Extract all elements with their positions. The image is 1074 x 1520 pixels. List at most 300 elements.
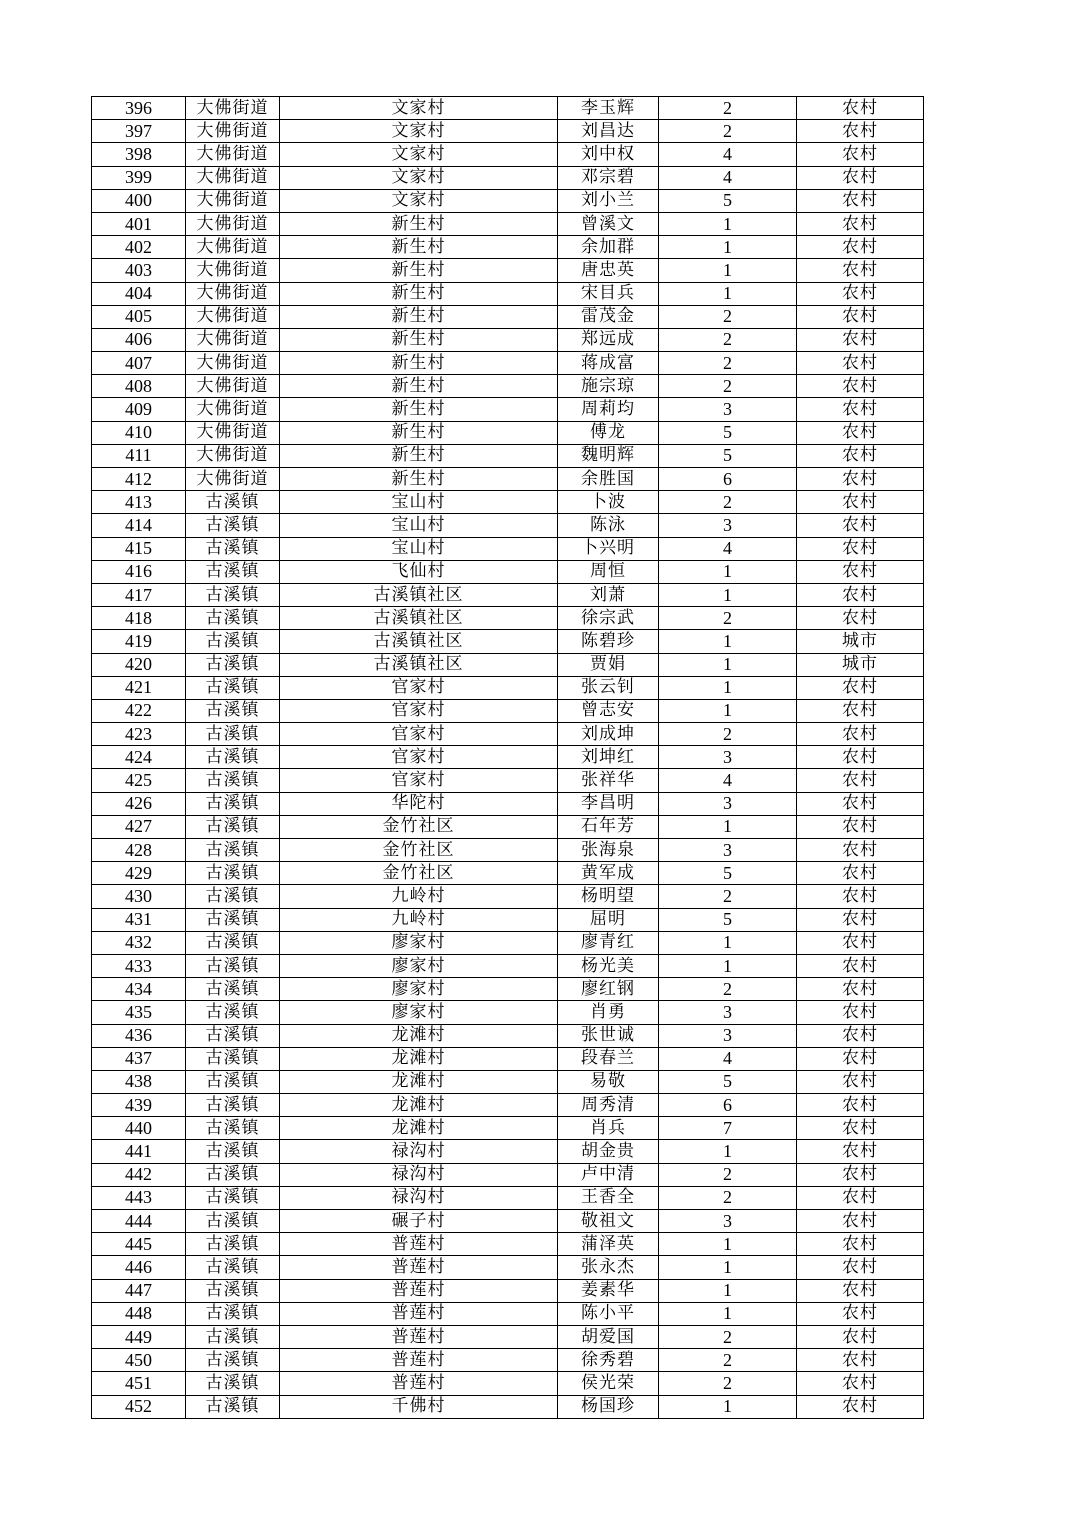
type-cell: 农村	[797, 1325, 924, 1348]
index-cell: 437	[92, 1047, 186, 1070]
type-cell: 农村	[797, 1140, 924, 1163]
table-row	[92, 1349, 924, 1372]
count-cell: 1	[659, 815, 797, 838]
table-row	[92, 305, 924, 328]
index-cell: 434	[92, 978, 186, 1001]
type-cell: 农村	[797, 1024, 924, 1047]
name-cell: 曾溪文	[558, 212, 659, 235]
town-cell: 古溪镇	[186, 514, 280, 537]
index-cell: 421	[92, 676, 186, 699]
index-cell: 427	[92, 815, 186, 838]
village-cell: 文家村	[280, 166, 558, 189]
name-cell: 张云钊	[558, 676, 659, 699]
village-cell: 官家村	[280, 723, 558, 746]
name-cell: 黄军成	[558, 862, 659, 885]
table-row	[92, 212, 924, 235]
village-cell: 九岭村	[280, 885, 558, 908]
index-cell: 439	[92, 1094, 186, 1117]
index-cell: 419	[92, 630, 186, 653]
table-row	[92, 1001, 924, 1024]
town-cell: 大佛街道	[186, 143, 280, 166]
type-cell: 农村	[797, 862, 924, 885]
name-cell: 肖勇	[558, 1001, 659, 1024]
village-cell: 官家村	[280, 746, 558, 769]
town-cell: 大佛街道	[186, 166, 280, 189]
name-cell: 陈泳	[558, 514, 659, 537]
count-cell: 1	[659, 560, 797, 583]
town-cell: 古溪镇	[186, 885, 280, 908]
table-row	[92, 143, 924, 166]
table-row	[92, 954, 924, 977]
table-row	[92, 1047, 924, 1070]
name-cell: 刘萧	[558, 583, 659, 606]
village-cell: 官家村	[280, 676, 558, 699]
count-cell: 1	[659, 653, 797, 676]
village-cell: 龙滩村	[280, 1117, 558, 1140]
name-cell: 刘坤红	[558, 746, 659, 769]
index-cell: 438	[92, 1070, 186, 1093]
name-cell: 张永杰	[558, 1256, 659, 1279]
name-cell: 姜素华	[558, 1279, 659, 1302]
town-cell: 古溪镇	[186, 931, 280, 954]
index-cell: 397	[92, 120, 186, 143]
type-cell: 农村	[797, 1256, 924, 1279]
name-cell: 傅龙	[558, 421, 659, 444]
table-row	[92, 421, 924, 444]
type-cell: 农村	[797, 259, 924, 282]
type-cell: 农村	[797, 978, 924, 1001]
type-cell: 农村	[797, 954, 924, 977]
index-cell: 422	[92, 699, 186, 722]
village-cell: 廖家村	[280, 954, 558, 977]
town-cell: 大佛街道	[186, 328, 280, 351]
type-cell: 农村	[797, 815, 924, 838]
index-cell: 429	[92, 862, 186, 885]
index-cell: 412	[92, 468, 186, 491]
count-cell: 1	[659, 1233, 797, 1256]
table-row	[92, 1163, 924, 1186]
town-cell: 古溪镇	[186, 746, 280, 769]
town-cell: 大佛街道	[186, 444, 280, 467]
type-cell: 农村	[797, 1070, 924, 1093]
table-row	[92, 1140, 924, 1163]
index-cell: 420	[92, 653, 186, 676]
town-cell: 古溪镇	[186, 607, 280, 630]
town-cell: 古溪镇	[186, 1210, 280, 1233]
village-cell: 禄沟村	[280, 1163, 558, 1186]
village-cell: 禄沟村	[280, 1140, 558, 1163]
type-cell: 农村	[797, 352, 924, 375]
town-cell: 古溪镇	[186, 1186, 280, 1209]
village-cell: 普莲村	[280, 1279, 558, 1302]
index-cell: 435	[92, 1001, 186, 1024]
table-row	[92, 815, 924, 838]
village-cell: 官家村	[280, 699, 558, 722]
name-cell: 肖兵	[558, 1117, 659, 1140]
name-cell: 卜波	[558, 491, 659, 514]
village-cell: 飞仙村	[280, 560, 558, 583]
type-cell: 农村	[797, 143, 924, 166]
town-cell: 古溪镇	[186, 1117, 280, 1140]
type-cell: 农村	[797, 305, 924, 328]
count-cell: 1	[659, 954, 797, 977]
count-cell: 2	[659, 978, 797, 1001]
type-cell: 农村	[797, 583, 924, 606]
village-cell: 廖家村	[280, 978, 558, 1001]
type-cell: 农村	[797, 723, 924, 746]
name-cell: 王香全	[558, 1186, 659, 1209]
table-row	[92, 839, 924, 862]
count-cell: 2	[659, 120, 797, 143]
town-cell: 古溪镇	[186, 1024, 280, 1047]
name-cell: 李昌明	[558, 792, 659, 815]
name-cell: 刘昌达	[558, 120, 659, 143]
table-row	[92, 1279, 924, 1302]
type-cell: 农村	[797, 908, 924, 931]
index-cell: 417	[92, 583, 186, 606]
index-cell: 446	[92, 1256, 186, 1279]
town-cell: 古溪镇	[186, 792, 280, 815]
name-cell: 张世诚	[558, 1024, 659, 1047]
village-cell: 普莲村	[280, 1349, 558, 1372]
name-cell: 刘小兰	[558, 189, 659, 212]
type-cell: 农村	[797, 839, 924, 862]
count-cell: 5	[659, 862, 797, 885]
name-cell: 蒲泽英	[558, 1233, 659, 1256]
table-row	[92, 1094, 924, 1117]
index-cell: 424	[92, 746, 186, 769]
village-cell: 金竹社区	[280, 815, 558, 838]
table-row	[92, 862, 924, 885]
village-cell: 文家村	[280, 120, 558, 143]
table-row	[92, 1117, 924, 1140]
village-cell: 文家村	[280, 97, 558, 120]
village-cell: 华陀村	[280, 792, 558, 815]
index-cell: 450	[92, 1349, 186, 1372]
index-cell: 396	[92, 97, 186, 120]
village-cell: 龙滩村	[280, 1094, 558, 1117]
village-cell: 宝山村	[280, 537, 558, 560]
index-cell: 406	[92, 328, 186, 351]
count-cell: 1	[659, 1395, 797, 1418]
count-cell: 5	[659, 421, 797, 444]
name-cell: 郑远成	[558, 328, 659, 351]
name-cell: 徐宗武	[558, 607, 659, 630]
type-cell: 农村	[797, 421, 924, 444]
type-cell: 农村	[797, 1302, 924, 1325]
town-cell: 古溪镇	[186, 1279, 280, 1302]
count-cell: 3	[659, 1001, 797, 1024]
village-cell: 新生村	[280, 468, 558, 491]
town-cell: 古溪镇	[186, 723, 280, 746]
index-cell: 440	[92, 1117, 186, 1140]
table-row	[92, 792, 924, 815]
index-cell: 405	[92, 305, 186, 328]
table-row	[92, 537, 924, 560]
table-row	[92, 630, 924, 653]
town-cell: 古溪镇	[186, 1070, 280, 1093]
type-cell: 农村	[797, 1001, 924, 1024]
index-cell: 402	[92, 236, 186, 259]
name-cell: 段春兰	[558, 1047, 659, 1070]
type-cell: 农村	[797, 375, 924, 398]
town-cell: 古溪镇	[186, 815, 280, 838]
index-cell: 441	[92, 1140, 186, 1163]
index-cell: 410	[92, 421, 186, 444]
town-cell: 古溪镇	[186, 1349, 280, 1372]
count-cell: 4	[659, 166, 797, 189]
town-cell: 古溪镇	[186, 1233, 280, 1256]
type-cell: 农村	[797, 1210, 924, 1233]
count-cell: 2	[659, 1349, 797, 1372]
count-cell: 6	[659, 468, 797, 491]
count-cell: 4	[659, 143, 797, 166]
table-row	[92, 978, 924, 1001]
type-cell: 农村	[797, 792, 924, 815]
index-cell: 449	[92, 1325, 186, 1348]
town-cell: 古溪镇	[186, 583, 280, 606]
village-cell: 官家村	[280, 769, 558, 792]
count-cell: 4	[659, 769, 797, 792]
name-cell: 胡爱国	[558, 1325, 659, 1348]
name-cell: 易敬	[558, 1070, 659, 1093]
type-cell: 农村	[797, 328, 924, 351]
table-row	[92, 1210, 924, 1233]
table-row	[92, 699, 924, 722]
town-cell: 大佛街道	[186, 97, 280, 120]
count-cell: 2	[659, 885, 797, 908]
type-cell: 农村	[797, 491, 924, 514]
index-cell: 432	[92, 931, 186, 954]
count-cell: 3	[659, 398, 797, 421]
type-cell: 农村	[797, 769, 924, 792]
count-cell: 1	[659, 1256, 797, 1279]
village-cell: 碾子村	[280, 1210, 558, 1233]
village-cell: 普莲村	[280, 1302, 558, 1325]
village-cell: 新生村	[280, 259, 558, 282]
village-cell: 新生村	[280, 398, 558, 421]
village-cell: 新生村	[280, 305, 558, 328]
table-row	[92, 97, 924, 120]
type-cell: 农村	[797, 885, 924, 908]
count-cell: 1	[659, 676, 797, 699]
village-cell: 普莲村	[280, 1325, 558, 1348]
data-table	[91, 96, 924, 1419]
name-cell: 杨明望	[558, 885, 659, 908]
count-cell: 3	[659, 1024, 797, 1047]
index-cell: 408	[92, 375, 186, 398]
count-cell: 2	[659, 352, 797, 375]
village-cell: 龙滩村	[280, 1047, 558, 1070]
type-cell: 农村	[797, 1163, 924, 1186]
village-cell: 廖家村	[280, 931, 558, 954]
index-cell: 431	[92, 908, 186, 931]
table-row	[92, 931, 924, 954]
table-row	[92, 120, 924, 143]
table-row	[92, 885, 924, 908]
town-cell: 古溪镇	[186, 1047, 280, 1070]
count-cell: 2	[659, 607, 797, 630]
count-cell: 1	[659, 1140, 797, 1163]
index-cell: 398	[92, 143, 186, 166]
count-cell: 1	[659, 236, 797, 259]
town-cell: 古溪镇	[186, 630, 280, 653]
town-cell: 大佛街道	[186, 259, 280, 282]
table-row	[92, 1233, 924, 1256]
town-cell: 大佛街道	[186, 352, 280, 375]
village-cell: 宝山村	[280, 491, 558, 514]
name-cell: 周莉均	[558, 398, 659, 421]
count-cell: 2	[659, 375, 797, 398]
name-cell: 张祥华	[558, 769, 659, 792]
village-cell: 九岭村	[280, 908, 558, 931]
name-cell: 廖青红	[558, 931, 659, 954]
type-cell: 农村	[797, 514, 924, 537]
count-cell: 2	[659, 1325, 797, 1348]
name-cell: 雷茂金	[558, 305, 659, 328]
table-row	[92, 1070, 924, 1093]
count-cell: 2	[659, 328, 797, 351]
count-cell: 3	[659, 514, 797, 537]
index-cell: 400	[92, 189, 186, 212]
village-cell: 金竹社区	[280, 862, 558, 885]
table-row	[92, 560, 924, 583]
table-row	[92, 1256, 924, 1279]
table-row	[92, 352, 924, 375]
name-cell: 杨国珍	[558, 1395, 659, 1418]
name-cell: 周恒	[558, 560, 659, 583]
count-cell: 3	[659, 792, 797, 815]
count-cell: 2	[659, 1186, 797, 1209]
count-cell: 3	[659, 1210, 797, 1233]
name-cell: 石年芳	[558, 815, 659, 838]
town-cell: 古溪镇	[186, 676, 280, 699]
village-cell: 普莲村	[280, 1233, 558, 1256]
town-cell: 古溪镇	[186, 1001, 280, 1024]
town-cell: 大佛街道	[186, 398, 280, 421]
table-row	[92, 189, 924, 212]
count-cell: 5	[659, 1070, 797, 1093]
index-cell: 407	[92, 352, 186, 375]
table-row	[92, 1395, 924, 1418]
table-row	[92, 583, 924, 606]
type-cell: 农村	[797, 699, 924, 722]
type-cell: 农村	[797, 1047, 924, 1070]
count-cell: 1	[659, 699, 797, 722]
village-cell: 古溪镇社区	[280, 583, 558, 606]
index-cell: 430	[92, 885, 186, 908]
index-cell: 452	[92, 1395, 186, 1418]
town-cell: 大佛街道	[186, 468, 280, 491]
name-cell: 卜兴明	[558, 537, 659, 560]
index-cell: 447	[92, 1279, 186, 1302]
type-cell: 农村	[797, 282, 924, 305]
count-cell: 2	[659, 1163, 797, 1186]
type-cell: 农村	[797, 931, 924, 954]
table-row	[92, 1302, 924, 1325]
index-cell: 399	[92, 166, 186, 189]
table-row	[92, 607, 924, 630]
name-cell: 张海泉	[558, 839, 659, 862]
town-cell: 古溪镇	[186, 1372, 280, 1395]
type-cell: 农村	[797, 468, 924, 491]
name-cell: 蒋成富	[558, 352, 659, 375]
type-cell: 农村	[797, 1117, 924, 1140]
name-cell: 宋目兵	[558, 282, 659, 305]
index-cell: 401	[92, 212, 186, 235]
count-cell: 1	[659, 259, 797, 282]
village-cell: 普莲村	[280, 1372, 558, 1395]
name-cell: 胡金贵	[558, 1140, 659, 1163]
town-cell: 古溪镇	[186, 1094, 280, 1117]
village-cell: 金竹社区	[280, 839, 558, 862]
name-cell: 周秀清	[558, 1094, 659, 1117]
count-cell: 7	[659, 1117, 797, 1140]
type-cell: 农村	[797, 1233, 924, 1256]
name-cell: 敬祖文	[558, 1210, 659, 1233]
count-cell: 3	[659, 839, 797, 862]
table-row	[92, 723, 924, 746]
type-cell: 城市	[797, 630, 924, 653]
table-row	[92, 328, 924, 351]
type-cell: 农村	[797, 189, 924, 212]
count-cell: 1	[659, 931, 797, 954]
index-cell: 444	[92, 1210, 186, 1233]
name-cell: 侯光荣	[558, 1372, 659, 1395]
table-row	[92, 375, 924, 398]
table-row	[92, 282, 924, 305]
count-cell: 1	[659, 583, 797, 606]
town-cell: 古溪镇	[186, 862, 280, 885]
town-cell: 古溪镇	[186, 491, 280, 514]
town-cell: 古溪镇	[186, 699, 280, 722]
name-cell: 魏明辉	[558, 444, 659, 467]
name-cell: 廖红钢	[558, 978, 659, 1001]
name-cell: 徐秀碧	[558, 1349, 659, 1372]
name-cell: 刘中权	[558, 143, 659, 166]
index-cell: 433	[92, 954, 186, 977]
type-cell: 农村	[797, 236, 924, 259]
table-row	[92, 444, 924, 467]
village-cell: 新生村	[280, 212, 558, 235]
table-row	[92, 908, 924, 931]
name-cell: 邓宗碧	[558, 166, 659, 189]
village-cell: 新生村	[280, 421, 558, 444]
name-cell: 杨光美	[558, 954, 659, 977]
village-cell: 古溪镇社区	[280, 653, 558, 676]
village-cell: 宝山村	[280, 514, 558, 537]
index-cell: 443	[92, 1186, 186, 1209]
town-cell: 大佛街道	[186, 212, 280, 235]
village-cell: 新生村	[280, 282, 558, 305]
count-cell: 4	[659, 1047, 797, 1070]
name-cell: 卢中清	[558, 1163, 659, 1186]
type-cell: 农村	[797, 398, 924, 421]
table-body	[92, 97, 924, 1419]
index-cell: 404	[92, 282, 186, 305]
town-cell: 古溪镇	[186, 1140, 280, 1163]
village-cell: 普莲村	[280, 1256, 558, 1279]
index-cell: 448	[92, 1302, 186, 1325]
type-cell: 农村	[797, 1372, 924, 1395]
town-cell: 大佛街道	[186, 236, 280, 259]
type-cell: 农村	[797, 97, 924, 120]
count-cell: 5	[659, 444, 797, 467]
index-cell: 409	[92, 398, 186, 421]
name-cell: 屈明	[558, 908, 659, 931]
name-cell: 曾志安	[558, 699, 659, 722]
count-cell: 2	[659, 1372, 797, 1395]
